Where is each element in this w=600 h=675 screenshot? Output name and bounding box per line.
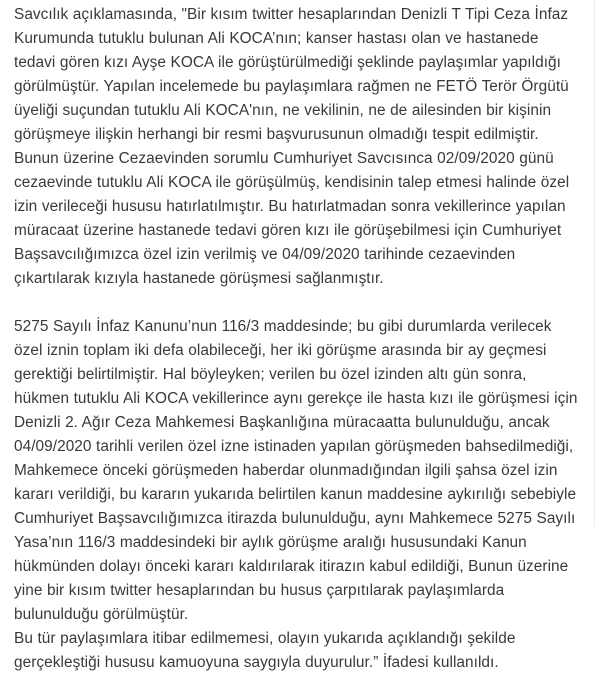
page-right-edge-rule bbox=[594, 0, 595, 527]
article-paragraph-2: 5275 Sayılı İnfaz Kanunu’nun 116/3 maddesinde; bu gibi durumlarda verilecek özel iznin toplam iki defa olabileceği, her iki görüşme arasında bir ay geçmesi gerektiği belirtilmiştir. Hal böyleyken; verilen bu özel izinden altı gün sonra, hükmen tutuklu Ali KOCA vekillerince aynı gerekçe ile hasta kızı ile görüşmesi için Denizli 2. Ağır Ceza Mahkemesi Başkanlığına müracaatta bulunulduğu, ancak 04/09/2020 tarihli verilen özel izne istinaden yapılan görüşmeden bahsedilmediği, Mahkemece önceki görüşmeden haberdar olunmadığından ilgili şahsa özel izin kararı verildiği, bu kararın yukarıda belirtilen kanun maddesine aykırılığı sebebiyle Cumhuriyet Başsavcılığımızca itirazda bulunulduğu, aynı Mahkemece 5275 Sayılı Yasa’nın 116/3 maddesindeki bir aylık görüşme aralığı hususundaki Kanun hükmünden dolayı önceki kararı kaldırılarak itirazın kabul edildiği, Bunun üzerine yine bir kısım twitter hesaplarından bu husus çarpıtılarak paylaşımlarda bulunulduğu görülmüştür. bbox=[14, 318, 582, 623]
article-paragraph-1: Savcılık açıklamasında, "Bir kısım twitter hesaplarından Denizli T Tipi Ceza İnfaz Kurumunda tutuklu bulunan Ali KOCA’nın; kanser hastası olan ve hastanede tedavi gören kızı Ayşe KOCA ile görüştürülmediği şeklinde paylaşımlar yapıldığı görülmüştür. Yapılan incelemede bu paylaşımlara rağmen ne FETÖ Terör Örgütü üyeliği suçundan tutuklu Ali KOCA'nın, ne vekilinin, ne de ailesinden bir kişinin görüşmeye ilişkin herhangi bir resmi başvurusunun olmadığı tespit edilmiştir. Bunun üzerine Cezaevinden sorumlu Cumhuriyet Savcısınca 02/09/2020 günü cezaevinde tutuklu Ali KOCA ile görüşülmüş, kendisinin talep etmesi halinde özel izin verileceği hususu hatırlatılmıştır. Bu hatırlatmadan sonra vekillerince yapılan müracaat üzerine hastanede tedavi gören kızı ile görüşebilmesi için Cumhuriyet Başsavcılığımızca özel izin verilmiş ve 04/09/2020 tarihinde cezaevinden çıkartılarak kızıyla hastanede görüşmesi sağlanmıştır. bbox=[14, 6, 574, 287]
article-paragraph-3: Bu tür paylaşımlara itibar edilmemesi, olayın yukarıda açıklandığı şekilde gerçekleştiği hususu kamuoyuna saygıyla duyurulur.” İfadesi kullanıldı. bbox=[14, 630, 520, 671]
article-body-text bbox=[14, 0, 582, 675]
